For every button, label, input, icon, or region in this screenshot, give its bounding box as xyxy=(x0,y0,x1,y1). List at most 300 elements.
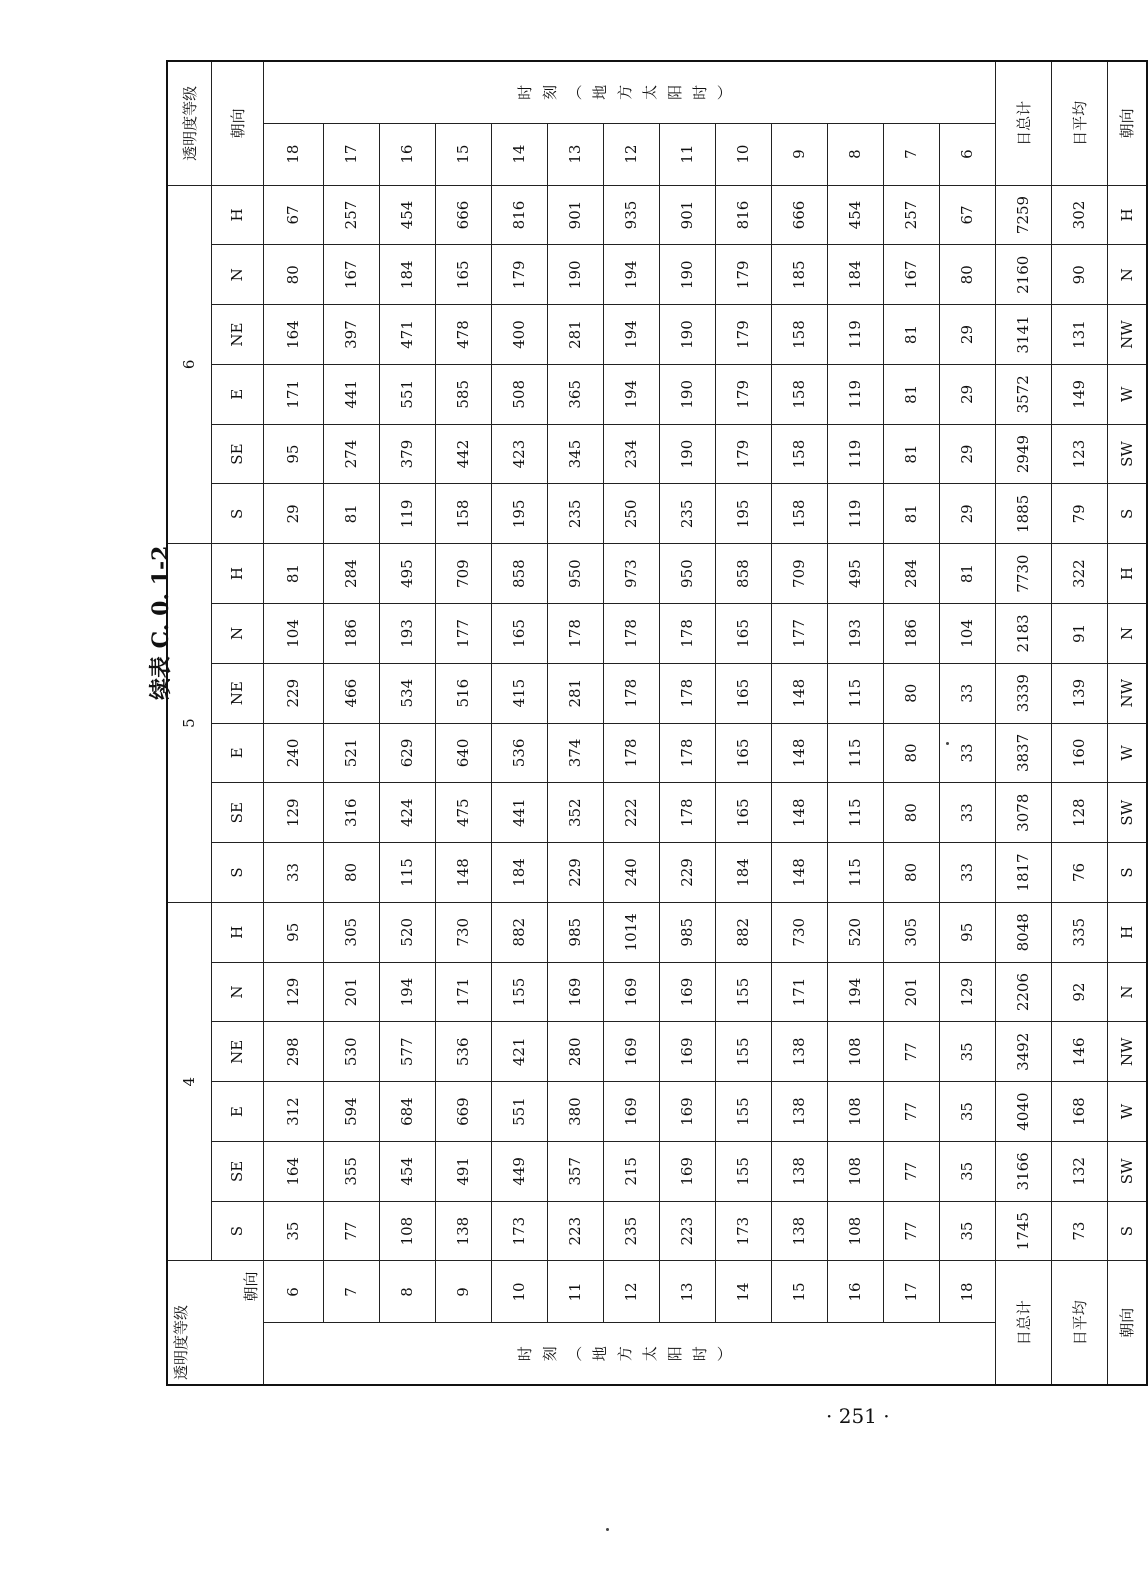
daily-average-cell: 123 xyxy=(1051,424,1107,484)
value-cell: 730 xyxy=(435,902,491,962)
table-row xyxy=(491,61,547,1385)
time-pm-cell: 6 xyxy=(939,123,995,185)
table-row xyxy=(827,61,883,1385)
value-cell: 357 xyxy=(547,1141,603,1201)
direction-header: H xyxy=(211,185,263,245)
value-cell: 985 xyxy=(659,902,715,962)
time-pm-cell: 12 xyxy=(603,123,659,185)
daily-average-cell: 73 xyxy=(1051,1201,1107,1261)
time-pm-cell: 18 xyxy=(263,123,323,185)
time-am-cell: 12 xyxy=(603,1261,659,1323)
table-row xyxy=(1051,61,1107,1385)
table-row xyxy=(715,61,771,1385)
value-cell: 194 xyxy=(603,245,659,305)
time-am-cell: 14 xyxy=(715,1261,771,1323)
value-cell: 165 xyxy=(435,245,491,305)
value-cell: 709 xyxy=(435,544,491,604)
value-cell: 520 xyxy=(827,902,883,962)
value-cell: 193 xyxy=(827,604,883,664)
time-pm-cell: 8 xyxy=(827,123,883,185)
value-cell: 171 xyxy=(771,962,827,1022)
value-cell: 280 xyxy=(547,1022,603,1082)
table-row xyxy=(323,61,379,1385)
value-cell: 194 xyxy=(379,962,435,1022)
value-cell: 235 xyxy=(547,484,603,544)
value-cell: 178 xyxy=(659,663,715,723)
value-cell: 184 xyxy=(491,843,547,903)
value-cell: 81 xyxy=(939,544,995,604)
time-pm-cell: 7 xyxy=(883,123,939,185)
value-cell: 240 xyxy=(603,843,659,903)
direction-footer: H xyxy=(1107,544,1147,604)
value-cell: 355 xyxy=(323,1141,379,1201)
value-cell: 858 xyxy=(491,544,547,604)
direction-footer: W xyxy=(1107,1082,1147,1142)
value-cell: 80 xyxy=(883,843,939,903)
value-cell: 178 xyxy=(659,604,715,664)
direction-header: E xyxy=(211,1082,263,1142)
daily-total-cell: 2949 xyxy=(995,424,1051,484)
value-cell: 35 xyxy=(939,1141,995,1201)
value-cell: 973 xyxy=(603,544,659,604)
value-cell: 194 xyxy=(827,962,883,1022)
value-cell: 80 xyxy=(883,663,939,723)
direction-header: E xyxy=(211,723,263,783)
value-cell: 521 xyxy=(323,723,379,783)
time-am-cell: 13 xyxy=(659,1261,715,1323)
daily-average-cell: 149 xyxy=(1051,364,1107,424)
value-cell: 195 xyxy=(491,484,547,544)
value-cell: 536 xyxy=(491,723,547,783)
daily-total-cell: 7730 xyxy=(995,544,1051,604)
direction-header: H xyxy=(211,902,263,962)
value-cell: 115 xyxy=(827,723,883,783)
table-row xyxy=(547,61,603,1385)
value-cell: 190 xyxy=(659,305,715,365)
daily-total-cell: 2160 xyxy=(995,245,1051,305)
value-cell: 165 xyxy=(715,663,771,723)
value-cell: 449 xyxy=(491,1141,547,1201)
daily-total-label-right: 日总计 xyxy=(995,61,1051,185)
value-cell: 223 xyxy=(547,1201,603,1261)
value-cell: 882 xyxy=(491,902,547,962)
value-cell: 184 xyxy=(827,245,883,305)
orientation-label: 朝向 xyxy=(241,1271,260,1302)
value-cell: 190 xyxy=(547,245,603,305)
time-am-cell: 9 xyxy=(435,1261,491,1323)
value-cell: 165 xyxy=(715,783,771,843)
daily-average-cell: 79 xyxy=(1051,484,1107,544)
value-cell: 81 xyxy=(323,484,379,544)
value-cell: 585 xyxy=(435,364,491,424)
daily-total-cell: 3837 xyxy=(995,723,1051,783)
value-cell: 178 xyxy=(659,723,715,783)
direction-footer: N xyxy=(1107,245,1147,305)
value-cell: 158 xyxy=(771,305,827,365)
table-row xyxy=(995,61,1051,1385)
direction-header: NE xyxy=(211,305,263,365)
table-row xyxy=(263,61,323,1385)
value-cell: 179 xyxy=(715,305,771,365)
value-cell: 177 xyxy=(435,604,491,664)
value-cell: 158 xyxy=(771,364,827,424)
value-cell: 169 xyxy=(659,1022,715,1082)
direction-footer: W xyxy=(1107,723,1147,783)
value-cell: 235 xyxy=(659,484,715,544)
value-cell: 312 xyxy=(263,1082,323,1142)
value-cell: 397 xyxy=(323,305,379,365)
table-row xyxy=(167,61,211,1385)
value-cell: 730 xyxy=(771,902,827,962)
value-cell: 215 xyxy=(603,1141,659,1201)
value-cell: 33 xyxy=(939,783,995,843)
value-cell: 169 xyxy=(603,1082,659,1142)
value-cell: 229 xyxy=(659,843,715,903)
value-cell: 77 xyxy=(883,1082,939,1142)
value-cell: 194 xyxy=(603,305,659,365)
value-cell: 415 xyxy=(491,663,547,723)
value-cell: 169 xyxy=(659,962,715,1022)
value-cell: 29 xyxy=(939,484,995,544)
value-cell: 67 xyxy=(939,185,995,245)
direction-header: SE xyxy=(211,424,263,484)
value-cell: 155 xyxy=(715,1082,771,1142)
value-cell: 179 xyxy=(491,245,547,305)
value-cell: 257 xyxy=(323,185,379,245)
value-cell: 520 xyxy=(379,902,435,962)
value-cell: 178 xyxy=(659,783,715,843)
value-cell: 77 xyxy=(883,1201,939,1261)
value-cell: 155 xyxy=(715,1022,771,1082)
value-cell: 179 xyxy=(715,245,771,305)
table-row xyxy=(211,61,263,1385)
page-number-value: 251 xyxy=(838,1404,877,1428)
direction-footer: SW xyxy=(1107,783,1147,843)
value-cell: 186 xyxy=(323,604,379,664)
time-pm-cell: 15 xyxy=(435,123,491,185)
value-cell: 115 xyxy=(379,843,435,903)
value-cell: 858 xyxy=(715,544,771,604)
time-pm-cell: 11 xyxy=(659,123,715,185)
value-cell: 380 xyxy=(547,1082,603,1142)
daily-average-cell: 91 xyxy=(1051,604,1107,664)
value-cell: 816 xyxy=(491,185,547,245)
value-cell: 551 xyxy=(491,1082,547,1142)
direction-footer: NW xyxy=(1107,1022,1147,1082)
value-cell: 250 xyxy=(603,484,659,544)
value-cell: 33 xyxy=(263,843,323,903)
daily-average-cell: 76 xyxy=(1051,843,1107,903)
value-cell: 1014 xyxy=(603,902,659,962)
value-cell: 950 xyxy=(659,544,715,604)
value-cell: 169 xyxy=(659,1082,715,1142)
value-cell: 29 xyxy=(263,484,323,544)
value-cell: 577 xyxy=(379,1022,435,1082)
daily-average-label: 日平均 xyxy=(1051,1261,1107,1385)
table-row xyxy=(379,61,435,1385)
time-pm-cell: 13 xyxy=(547,123,603,185)
daily-average-cell: 92 xyxy=(1051,962,1107,1022)
value-cell: 352 xyxy=(547,783,603,843)
value-cell: 423 xyxy=(491,424,547,484)
value-cell: 148 xyxy=(771,843,827,903)
value-cell: 95 xyxy=(263,424,323,484)
value-cell: 400 xyxy=(491,305,547,365)
direction-header: S xyxy=(211,1201,263,1261)
value-cell: 148 xyxy=(771,723,827,783)
value-cell: 95 xyxy=(939,902,995,962)
time-am-cell: 15 xyxy=(771,1261,827,1323)
scan-speck xyxy=(606,1528,609,1531)
value-cell: 284 xyxy=(323,544,379,604)
value-cell: 158 xyxy=(771,424,827,484)
value-cell: 155 xyxy=(715,962,771,1022)
value-cell: 195 xyxy=(715,484,771,544)
value-cell: 478 xyxy=(435,305,491,365)
value-cell: 178 xyxy=(603,723,659,783)
value-cell: 165 xyxy=(715,604,771,664)
daily-average-cell: 160 xyxy=(1051,723,1107,783)
header-corner-left xyxy=(167,1261,263,1385)
table-row xyxy=(939,61,995,1385)
value-cell: 67 xyxy=(263,185,323,245)
daily-total-cell: 1745 xyxy=(995,1201,1051,1261)
value-cell: 165 xyxy=(715,723,771,783)
value-cell: 901 xyxy=(659,185,715,245)
value-cell: 441 xyxy=(323,364,379,424)
value-cell: 229 xyxy=(263,663,323,723)
value-cell: 274 xyxy=(323,424,379,484)
value-cell: 148 xyxy=(771,783,827,843)
daily-average-cell: 168 xyxy=(1051,1082,1107,1142)
rotated-table-wrapper xyxy=(166,83,1137,1386)
value-cell: 193 xyxy=(379,604,435,664)
value-cell: 108 xyxy=(379,1201,435,1261)
value-cell: 305 xyxy=(323,902,379,962)
daily-average-cell: 90 xyxy=(1051,245,1107,305)
value-cell: 33 xyxy=(939,723,995,783)
value-cell: 281 xyxy=(547,305,603,365)
direction-footer: N xyxy=(1107,604,1147,664)
value-cell: 119 xyxy=(827,305,883,365)
daily-total-cell: 3166 xyxy=(995,1141,1051,1201)
value-cell: 169 xyxy=(603,962,659,1022)
value-cell: 171 xyxy=(263,364,323,424)
direction-footer: NW xyxy=(1107,305,1147,365)
value-cell: 138 xyxy=(435,1201,491,1261)
time-pm-cell: 14 xyxy=(491,123,547,185)
value-cell: 534 xyxy=(379,663,435,723)
orientation-label-right: 朝向 xyxy=(211,61,263,185)
value-cell: 298 xyxy=(263,1022,323,1082)
daily-total-cell: 8048 xyxy=(995,902,1051,962)
direction-footer: SW xyxy=(1107,1141,1147,1201)
daily-total-cell: 1817 xyxy=(995,843,1051,903)
value-cell: 454 xyxy=(379,185,435,245)
direction-header: NE xyxy=(211,1022,263,1082)
value-cell: 424 xyxy=(379,783,435,843)
value-cell: 158 xyxy=(771,484,827,544)
value-cell: 709 xyxy=(771,544,827,604)
time-am-cell: 6 xyxy=(263,1261,323,1323)
direction-header: S xyxy=(211,484,263,544)
value-cell: 148 xyxy=(771,663,827,723)
value-cell: 80 xyxy=(883,723,939,783)
value-cell: 129 xyxy=(939,962,995,1022)
value-cell: 119 xyxy=(827,484,883,544)
value-cell: 119 xyxy=(827,364,883,424)
value-cell: 345 xyxy=(547,424,603,484)
time-label-right: 时刻（地方太阳时） xyxy=(263,61,995,123)
time-pm-cell: 9 xyxy=(771,123,827,185)
value-cell: 935 xyxy=(603,185,659,245)
direction-footer: N xyxy=(1107,962,1147,1022)
value-cell: 33 xyxy=(939,843,995,903)
time-am-cell: 10 xyxy=(491,1261,547,1323)
daily-average-cell: 132 xyxy=(1051,1141,1107,1201)
value-cell: 29 xyxy=(939,364,995,424)
value-cell: 594 xyxy=(323,1082,379,1142)
value-cell: 81 xyxy=(883,364,939,424)
value-cell: 178 xyxy=(547,604,603,664)
value-cell: 442 xyxy=(435,424,491,484)
value-cell: 284 xyxy=(883,544,939,604)
value-cell: 234 xyxy=(603,424,659,484)
value-cell: 173 xyxy=(715,1201,771,1261)
value-cell: 475 xyxy=(435,783,491,843)
value-cell: 108 xyxy=(827,1141,883,1201)
direction-footer: S xyxy=(1107,843,1147,903)
value-cell: 95 xyxy=(263,902,323,962)
value-cell: 35 xyxy=(263,1201,323,1261)
value-cell: 171 xyxy=(435,962,491,1022)
value-cell: 80 xyxy=(323,843,379,903)
value-cell: 257 xyxy=(883,185,939,245)
time-am-cell: 16 xyxy=(827,1261,883,1323)
daily-average-cell: 139 xyxy=(1051,663,1107,723)
value-cell: 138 xyxy=(771,1201,827,1261)
value-cell: 177 xyxy=(771,604,827,664)
daily-total-cell: 7259 xyxy=(995,185,1051,245)
daily-total-label: 日总计 xyxy=(995,1261,1051,1385)
time-am-cell: 7 xyxy=(323,1261,379,1323)
value-cell: 167 xyxy=(323,245,379,305)
value-cell: 666 xyxy=(435,185,491,245)
value-cell: 81 xyxy=(263,544,323,604)
table-row xyxy=(603,61,659,1385)
value-cell: 108 xyxy=(827,1201,883,1261)
direction-footer: H xyxy=(1107,185,1147,245)
daily-total-cell: 3141 xyxy=(995,305,1051,365)
value-cell: 108 xyxy=(827,1082,883,1142)
orientation-label-bottom: 朝向 xyxy=(1107,1261,1147,1385)
value-cell: 882 xyxy=(715,902,771,962)
value-cell: 81 xyxy=(883,305,939,365)
direction-header: SE xyxy=(211,1141,263,1201)
value-cell: 169 xyxy=(659,1141,715,1201)
daily-total-cell: 1885 xyxy=(995,484,1051,544)
transparency-label: 透明度等级 xyxy=(172,1304,190,1380)
table-title: 续表 C. 0. 1-2 xyxy=(148,545,174,700)
value-cell: 281 xyxy=(547,663,603,723)
value-cell: 148 xyxy=(435,843,491,903)
value-cell: 108 xyxy=(827,1022,883,1082)
value-cell: 229 xyxy=(547,843,603,903)
value-cell: 80 xyxy=(939,245,995,305)
value-cell: 901 xyxy=(547,185,603,245)
value-cell: 35 xyxy=(939,1201,995,1261)
daily-average-cell: 131 xyxy=(1051,305,1107,365)
value-cell: 155 xyxy=(491,962,547,1022)
value-cell: 222 xyxy=(603,783,659,843)
value-cell: 104 xyxy=(939,604,995,664)
daily-total-cell: 4040 xyxy=(995,1082,1051,1142)
value-cell: 138 xyxy=(771,1141,827,1201)
daily-total-cell: 3572 xyxy=(995,364,1051,424)
value-cell: 185 xyxy=(771,245,827,305)
value-cell: 115 xyxy=(827,783,883,843)
transparency-label-right: 透明度等级 xyxy=(167,61,211,185)
value-cell: 421 xyxy=(491,1022,547,1082)
value-cell: 201 xyxy=(883,962,939,1022)
value-cell: 129 xyxy=(263,783,323,843)
daily-average-cell: 335 xyxy=(1051,902,1107,962)
direction-header: H xyxy=(211,544,263,604)
value-cell: 495 xyxy=(827,544,883,604)
direction-footer: S xyxy=(1107,1201,1147,1261)
value-cell: 115 xyxy=(827,843,883,903)
value-cell: 508 xyxy=(491,364,547,424)
direction-header: N xyxy=(211,962,263,1022)
direction-header: N xyxy=(211,604,263,664)
value-cell: 201 xyxy=(323,962,379,1022)
direction-footer: SW xyxy=(1107,424,1147,484)
value-cell: 167 xyxy=(883,245,939,305)
direction-header: S xyxy=(211,843,263,903)
value-cell: 29 xyxy=(939,305,995,365)
direction-footer: NW xyxy=(1107,663,1147,723)
value-cell: 816 xyxy=(715,185,771,245)
value-cell: 138 xyxy=(771,1082,827,1142)
value-cell: 530 xyxy=(323,1022,379,1082)
value-cell: 77 xyxy=(883,1022,939,1082)
value-cell: 164 xyxy=(263,1141,323,1201)
value-cell: 35 xyxy=(939,1082,995,1142)
value-cell: 169 xyxy=(547,962,603,1022)
table-row xyxy=(1107,61,1147,1385)
transparency-level: 6 xyxy=(167,185,211,544)
value-cell: 178 xyxy=(603,663,659,723)
value-cell: 491 xyxy=(435,1141,491,1201)
value-cell: 179 xyxy=(715,424,771,484)
value-cell: 466 xyxy=(323,663,379,723)
table-row xyxy=(883,61,939,1385)
orientation-label-bottom-right: 朝向 xyxy=(1107,61,1147,185)
time-pm-cell: 10 xyxy=(715,123,771,185)
value-cell: 186 xyxy=(883,604,939,664)
value-cell: 80 xyxy=(263,245,323,305)
direction-footer: S xyxy=(1107,484,1147,544)
value-cell: 985 xyxy=(547,902,603,962)
time-am-cell: 8 xyxy=(379,1261,435,1323)
value-cell: 77 xyxy=(883,1141,939,1201)
daily-average-cell: 322 xyxy=(1051,544,1107,604)
table-row xyxy=(771,61,827,1385)
value-cell: 316 xyxy=(323,783,379,843)
time-pm-cell: 16 xyxy=(379,123,435,185)
direction-footer: W xyxy=(1107,364,1147,424)
daily-average-cell: 146 xyxy=(1051,1022,1107,1082)
